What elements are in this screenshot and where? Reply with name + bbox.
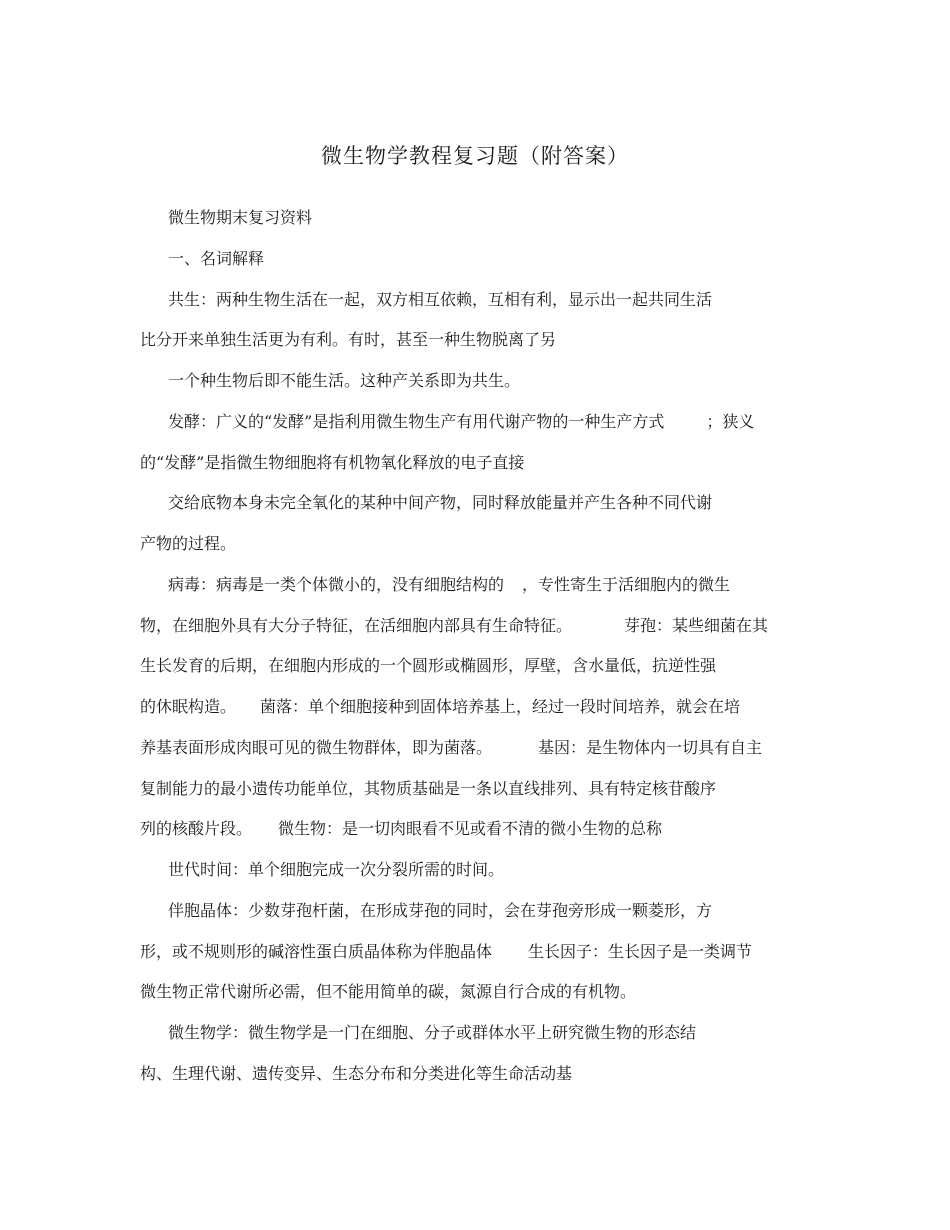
text-segment: 芽孢：某些细菌在其	[624, 616, 769, 635]
section-heading: 一、名词解释	[168, 249, 265, 268]
text-segment: 的休眠构造。	[140, 697, 237, 716]
paragraph-line: 产物的过程。	[140, 534, 237, 553]
paragraph-line: 伴胞晶体：少数芽孢杆菌，在形成芽孢的同时，会在芽孢旁形成一颗菱形，方	[168, 901, 713, 920]
paragraph-line: 构、生理代谢、遗传变异、生态分布和分类进化等生命活动基	[140, 1064, 573, 1083]
paragraph-line	[140, 697, 740, 717]
paragraph-line	[140, 942, 752, 962]
paragraph-line	[168, 575, 730, 595]
paragraph-line: 微生物学：微生物学是一门在细胞、分子或群体水平上研究微生物的形态结	[168, 1023, 697, 1042]
text-segment: ，专性寄生于活细胞内的微生	[522, 575, 731, 594]
text-segment: 形，或不规则形的碱溶性蛋白质晶体称为伴胞晶体	[140, 942, 493, 961]
text-segment: 病毒：病毒是一类个体微小的，没有细胞结构的	[168, 575, 505, 594]
text-segment: 物，在细胞外具有大分子特征，在活细胞内部具有生命特征。	[140, 616, 573, 635]
text-segment: 基因：是生物体内一切具有自主	[538, 738, 763, 757]
paragraph-line: 世代时间：单个细胞完成一次分裂所需的时间。	[168, 860, 505, 879]
paragraph-line: 生长发育的后期，在细胞内形成的一个圆形或椭圆形，厚壁，含水量低，抗逆性强	[140, 656, 717, 675]
text-segment: ；狭义	[706, 412, 755, 431]
text-segment: 养基表面形成肉眼可见的微生物群体，即为菌落。	[140, 738, 493, 757]
text-segment: 列的核酸片段。	[140, 819, 253, 838]
paragraph-line: 共生：两种生物生活在一起，双方相互依赖，互相有利，显示出一起共同生活	[168, 290, 713, 309]
subtitle: 微生物期末复习资料	[168, 208, 313, 227]
text-segment: 生长因子：生长因子是一类调节	[528, 942, 753, 961]
document-title: 微生物学教程复习题（附答案）	[321, 144, 629, 168]
paragraph-line: 的“发酵”是指微生物细胞将有机物氧化释放的电子直接	[140, 453, 525, 472]
paragraph-line: 比分开来单独生活更为有利。有时，甚至一种生物脱离了另	[140, 330, 557, 349]
paragraph-line: 微生物正常代谢所必需，但不能用简单的碳，氮源自行合成的有机物。	[140, 982, 637, 1001]
text-segment: 菌落：单个细胞接种到固体培养基上，经过一段时间培养，就会在培	[260, 697, 741, 716]
text-segment: 发酵：广义的“发酵”是指利用微生物生产有用代谢产物的一种生产方式	[168, 412, 665, 431]
paragraph-line: 交给底物本身未完全氧化的某种中间产物，同时释放能量并产生各种不同代谢	[168, 493, 713, 512]
text-segment: 微生物：是一切肉眼看不见或看不清的微小生物的总称	[278, 819, 663, 838]
paragraph-line: 一个种生物后即不能生活。这种产关系即为共生。	[168, 371, 521, 390]
paragraph-line	[140, 616, 768, 636]
paragraph-line	[140, 819, 662, 839]
paragraph-line	[140, 738, 762, 758]
paragraph-line	[168, 412, 754, 432]
paragraph-line: 复制能力的最小遗传功能单位，其物质基础是一条以直线排列、具有特定核苷酸序	[140, 779, 717, 798]
